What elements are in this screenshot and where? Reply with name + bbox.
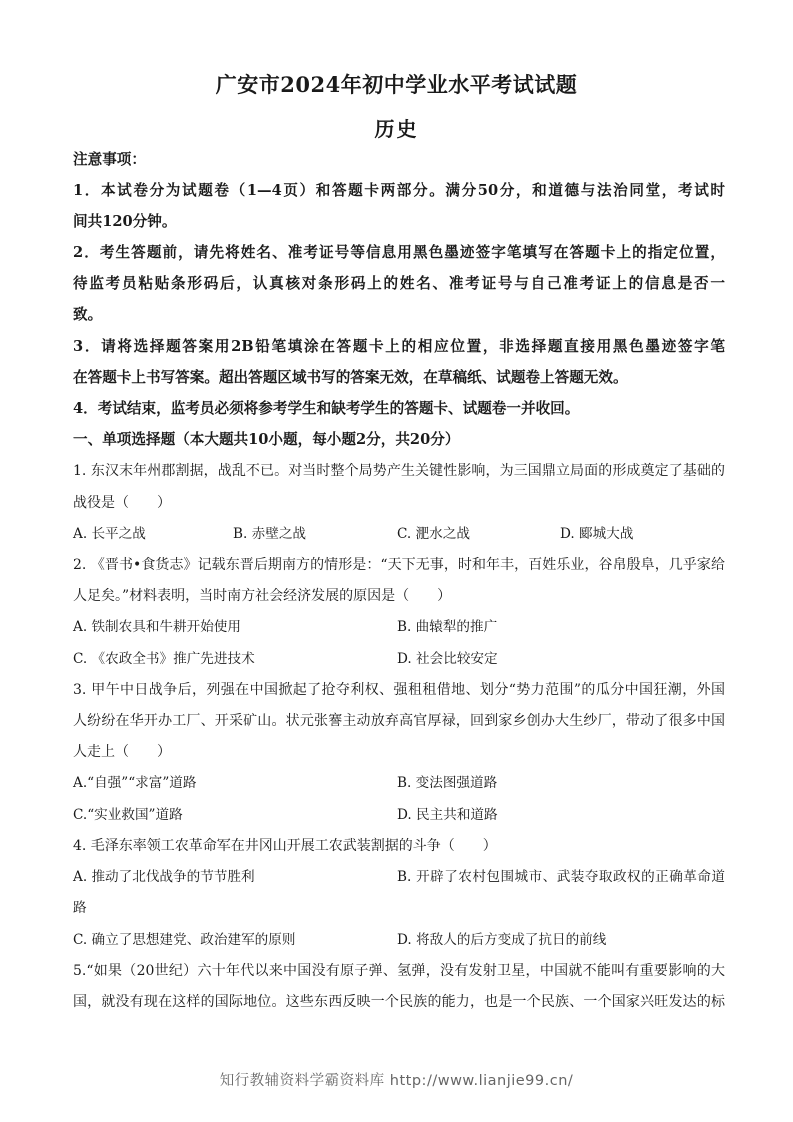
q3-option-a: A.“自强”“求富”道路 xyxy=(73,775,197,791)
question-1-text: 1. 东汉末年州郡割据，战乱不已。对当时整个局势产生关键性影响，为三国鼎立局面的形成奠定了基础的 xyxy=(73,463,725,479)
q1-option-d: D. 郾城大战 xyxy=(560,526,634,542)
question-2-text: 2. 《晋书•食货志》记载东晋后期南方的情形是：“天下无事，时和年丰，百姓乐业，谷帛殷阜，几乎家给 xyxy=(73,557,725,573)
q3-option-b: B. 变法图强道路 xyxy=(397,775,498,791)
notice-line: 待监考员粘贴条形码后，认真核对条形码上的姓名、准考证号与自己准考证上的信息是否一 xyxy=(73,275,725,292)
q1-option-c: C. 淝水之战 xyxy=(397,526,470,542)
q2-option-c: C. 《农政全书》推广先进技术 xyxy=(73,651,255,667)
question-5-text: 国，就没有现在这样的国际地位。这些东西反映一个民族的能力，也是一个民族、一个国家兴旺发达的标 xyxy=(73,994,725,1010)
q4-option-a: A. 推动了北伐战争的节节胜利 xyxy=(73,869,255,885)
notice-line: 在答题卡上书写答案。超出答题区域书写的答案无效，在草稿纸、试题卷上答题无效。 xyxy=(73,369,628,386)
notice-line: 致。 xyxy=(73,306,103,323)
q2-option-d: D. 社会比较安定 xyxy=(397,651,498,667)
notice-line: 2．考生答题前，请先将姓名、准考证号等信息用黑色墨迹签字笔填写在答题卡上的指定位置， xyxy=(73,244,725,261)
subject-title: 历史 xyxy=(374,117,419,141)
notice-line: 间共120分钟。 xyxy=(73,213,177,230)
question-5-text: 5.“如果（20世纪）六十年代以来中国没有原子弹、氢弹，没有发射卫星，中国就不能叫有重要影响的大 xyxy=(73,963,725,979)
question-2-text: 人足矣。”材料表明，当时南方社会经济发展的原因是（ ） xyxy=(73,588,452,604)
q4-option-b-continued: 路 xyxy=(73,900,87,916)
q4-option-d: D. 将敌人的后方变成了抗日的前线 xyxy=(397,932,607,948)
q3-option-d: D. 民主共和道路 xyxy=(397,807,498,823)
question-1-text: 战役是（ ） xyxy=(73,495,171,511)
question-3-text: 人纷纷在华开办工厂、开采矿山。状元张謇主动放弃高官厚禄，回到家乡创办大生纱厂，带动了很多中国 xyxy=(73,713,725,729)
question-4-text: 4. 毛泽东率领工农革命军在井冈山开展工农武装割据的斗争（ ） xyxy=(73,838,497,854)
q2-option-b: B. 曲辕犁的推广 xyxy=(397,619,498,635)
notice-line: 1．本试卷分为试题卷（1—4页）和答题卡两部分。满分50分，和道德与法治同堂，考试时 xyxy=(73,182,725,199)
question-3-text: 3. 甲午中日战争后，列强在中国掀起了抢夺利权、强租租借地、划分“势力范围”的瓜分中国狂潮，外国 xyxy=(73,682,725,698)
notice-line: 4．考试结束，监考员必须将参考学生和缺考学生的答题卡、试题卷一并收回。 xyxy=(73,400,580,417)
notice-heading: 注意事项： xyxy=(73,151,146,168)
q1-option-b: B. 赤壁之战 xyxy=(233,526,307,542)
q4-option-c: C. 确立了思想建党、政治建军的原则 xyxy=(73,932,296,948)
page-title: 广安市2024年初中学业水平考试试题 xyxy=(215,72,578,97)
footer-watermark: 知行教辅资料学霸资料库 http://www.lianjie99.cn/ xyxy=(219,1073,574,1089)
question-3-text: 人走上（ ） xyxy=(73,744,171,760)
q4-option-b: B. 开辟了农村包围城市、武装夺取政权的正确革命道 xyxy=(397,869,725,885)
notice-line: 3．请将选择题答案用2B铅笔填涂在答题卡上的相应位置，非选择题直接用黑色墨迹签字笔 xyxy=(73,338,725,355)
q2-option-a: A. 铁制农具和牛耕开始使用 xyxy=(73,619,241,635)
section-heading: 一、单项选择题（本大题共10小题，每小题2分，共20分） xyxy=(73,431,460,448)
q1-option-a: A. 长平之战 xyxy=(73,526,146,542)
q3-option-c: C.“实业救国”道路 xyxy=(73,807,183,823)
